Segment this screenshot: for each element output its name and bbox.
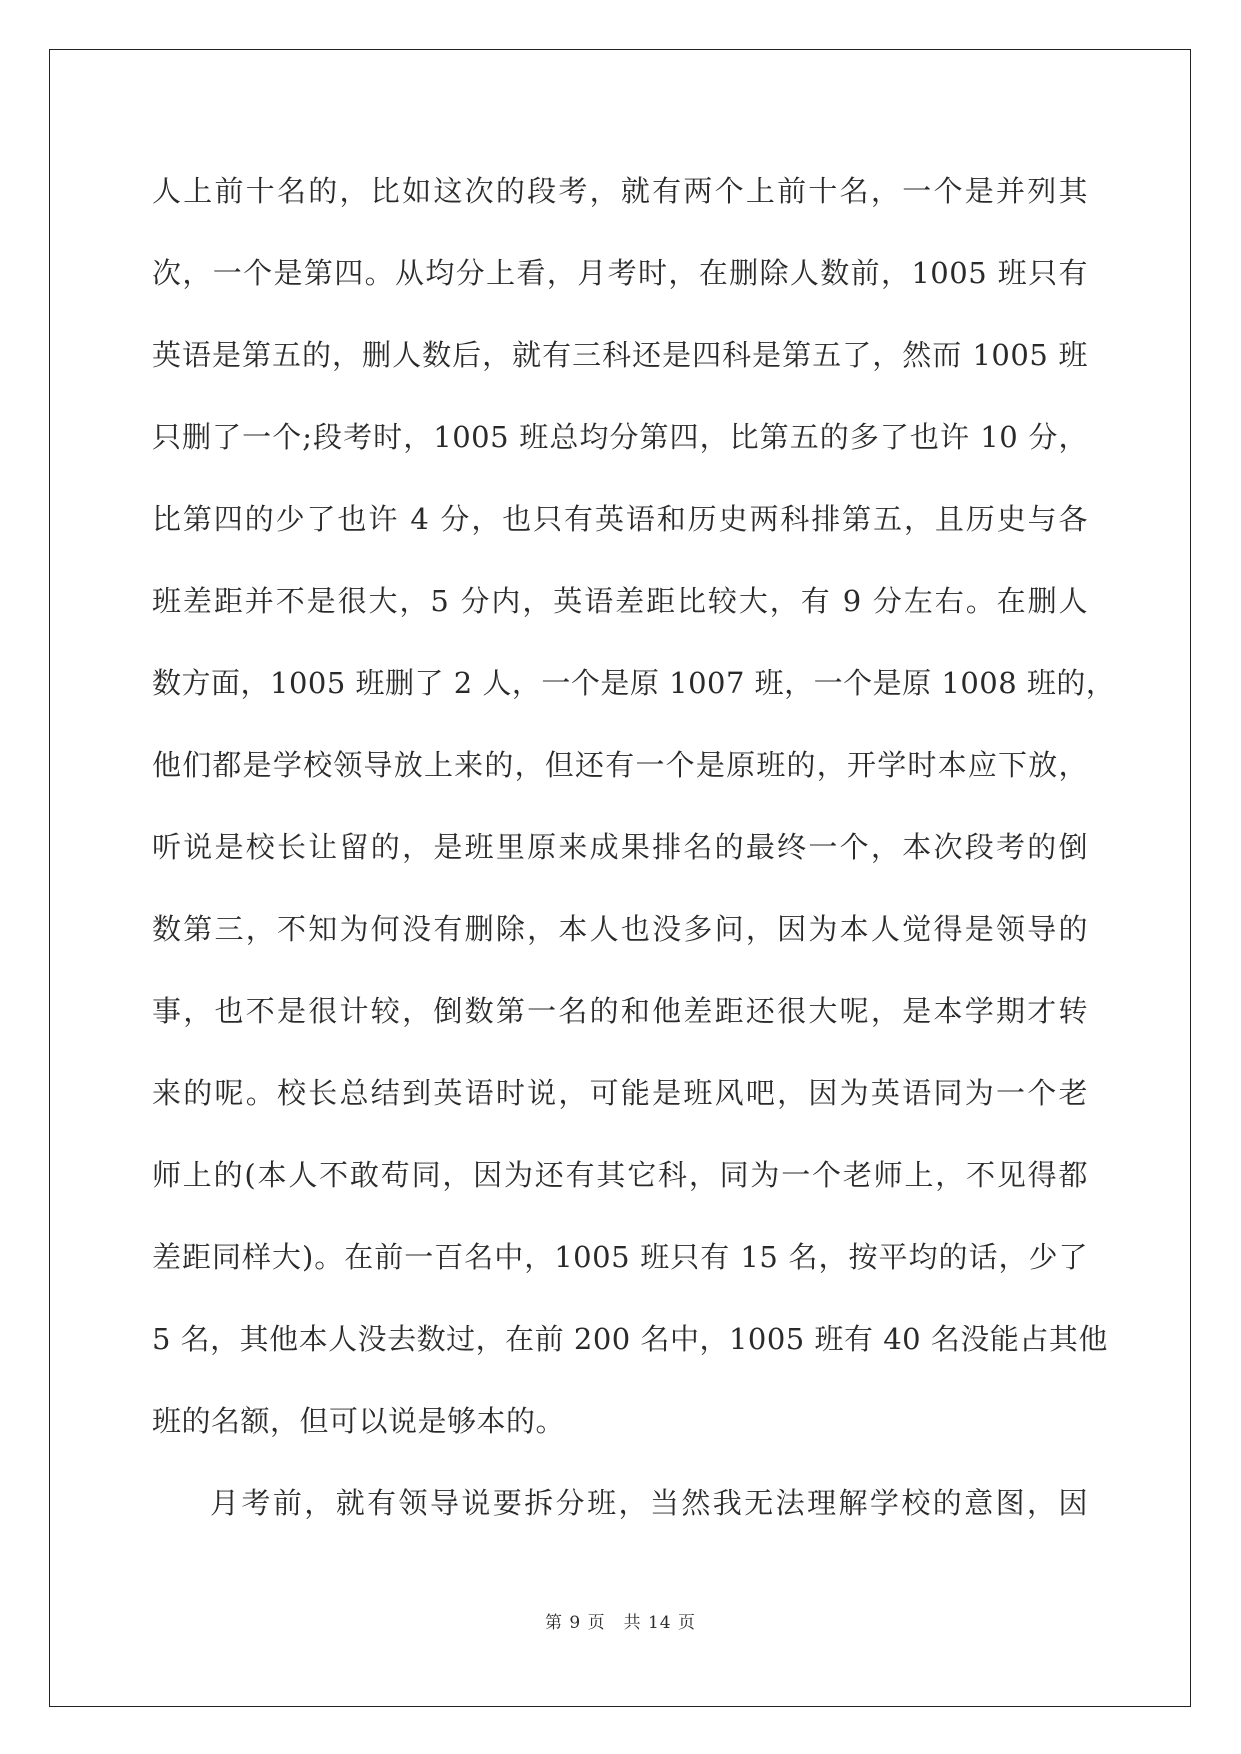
paragraph-end-line: 班的名额，但可以说是够本的。 [152, 1404, 566, 1438]
text-line: 5 名，其他本人没去数过，在前 200 名中，1005 班有 40 名没能占其他 [152, 1322, 1108, 1356]
text-line: 来的呢。校长总结到英语时说，可能是班风吧，因为英语同为一个老 [152, 1076, 1088, 1110]
text-line: 班差距并不是很大，5 分内，英语差距比较大，有 9 分左右。在删人 [152, 584, 1088, 618]
text-line: 比第四的少了也许 4 分，也只有英语和历史两科排第五，且历史与各 [152, 502, 1088, 536]
text-line: 他们都是学校领导放上来的，但还有一个是原班的，开学时本应下放， [152, 748, 1088, 782]
text-line: 数第三，不知为何没有删除，本人也没多问，因为本人觉得是领导的 [152, 912, 1088, 946]
text-line: 师上的(本人不敢苟同，因为还有其它科，同为一个老师上，不见得都 [152, 1158, 1088, 1192]
text-line: 数方面，1005 班删了 2 人，一个是原 1007 班，一个是原 1008 班的， [152, 666, 1116, 700]
paragraph-start-line: 月考前，就有领导说要拆分班，当然我无法理解学校的意图，因 [210, 1486, 1088, 1520]
text-line: 差距同样大)。在前一百名中，1005 班只有 15 名，按平均的话，少了 [152, 1240, 1088, 1274]
text-line: 事，也不是很计较，倒数第一名的和他差距还很大呢，是本学期才转 [152, 994, 1088, 1028]
text-line: 人上前十名的，比如这次的段考，就有两个上前十名，一个是并列其 [152, 174, 1088, 208]
text-line: 英语是第五的，删人数后，就有三科还是四科是第五了，然而 1005 班 [152, 338, 1088, 372]
text-line: 次，一个是第四。从均分上看，月考时，在删除人数前，1005 班只有 [152, 256, 1088, 290]
text-line: 只删了一个;段考时，1005 班总均分第四，比第五的多了也许 10 分， [152, 420, 1088, 454]
page-number-footer: 第 9 页 共 14 页 [544, 1613, 697, 1633]
text-line: 听说是校长让留的，是班里原来成果排名的最终一个，本次段考的倒 [152, 830, 1088, 864]
document-body [152, 150, 1116, 1544]
